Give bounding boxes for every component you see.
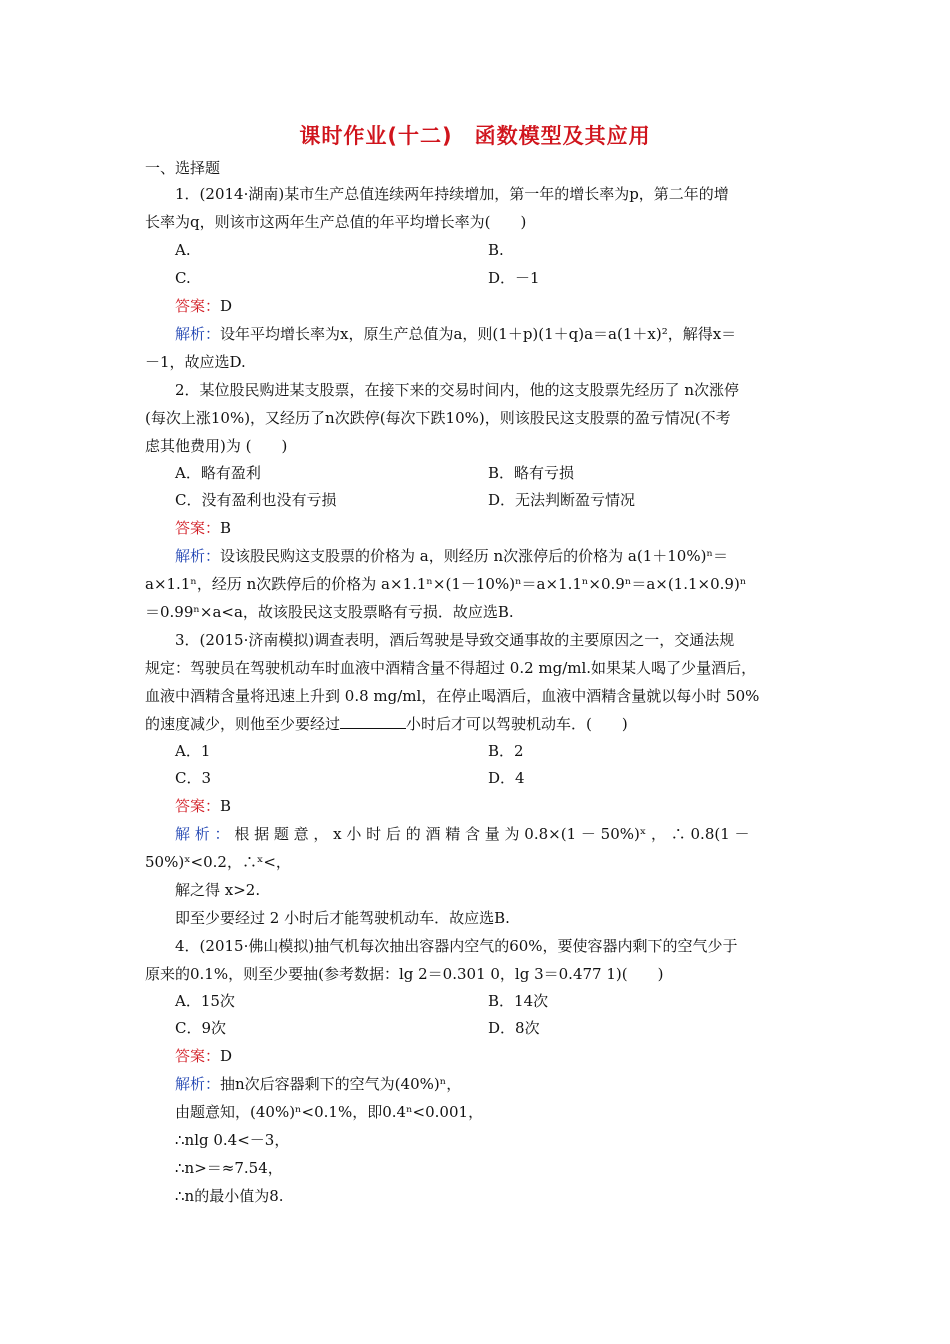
q4-explanation-2: 由题意知，(40%)ⁿ<0.1%，即0.4ⁿ<0.001， bbox=[175, 1103, 484, 1121]
answer-label: 答案： bbox=[175, 297, 221, 315]
answer-label: 答案： bbox=[175, 797, 221, 815]
q1-option-d: D．－1 bbox=[488, 269, 540, 287]
q3-option-d: D．4 bbox=[488, 769, 525, 787]
q4-option-a: A．15次 bbox=[175, 992, 235, 1010]
q3-explanation-2: 50%)ˣ<0.2，∴ˣ<， bbox=[145, 853, 291, 871]
q3-line-4 bbox=[145, 714, 805, 734]
explanation-label: 解析： bbox=[175, 1075, 221, 1093]
q4-explanation-1 bbox=[175, 1074, 835, 1094]
q1-explanation-2: －1，故应选D. bbox=[145, 353, 246, 371]
q1-option-c: C. bbox=[175, 269, 191, 287]
q3-line-4-end: 小时后才可以驾驶机动车．( ) bbox=[406, 715, 628, 733]
q4-answer bbox=[175, 1046, 835, 1066]
explanation-label: 解析： bbox=[175, 325, 221, 343]
q2-option-b: B．略有亏损 bbox=[488, 464, 575, 482]
q2-option-a: A．略有盈利 bbox=[175, 464, 261, 482]
q2-option-c: C．没有盈利也没有亏损 bbox=[175, 491, 337, 509]
q1-line-1: 1．(2014·湖南)某市生产总值连续两年持续增加，第一年的增长率为p，第二年的增 bbox=[175, 185, 729, 203]
q1-options-ab bbox=[175, 240, 835, 260]
q3-explanation-1 bbox=[175, 824, 835, 844]
explanation-label: 解析： bbox=[175, 547, 221, 565]
q4-options-ab bbox=[175, 991, 835, 1011]
q4-options-cd bbox=[175, 1018, 835, 1038]
q1-option-a: A. bbox=[175, 241, 191, 259]
q4-explanation-3: ∴nlg 0.4<－3， bbox=[175, 1131, 290, 1149]
q1-answer bbox=[175, 296, 835, 316]
q2-option-d: D．无法判断盈亏情况 bbox=[488, 491, 636, 509]
q2-explanation-3: ＝0.99ⁿ×a<a，故该股民这支股票略有亏损．故应选B. bbox=[145, 603, 514, 621]
q3-answer bbox=[175, 796, 835, 816]
q2-answer bbox=[175, 518, 835, 538]
q3-explanation-3: 解之得 x>2. bbox=[175, 881, 261, 899]
page-title: 课时作业(十二) 函数模型及其应用 bbox=[299, 124, 651, 148]
q3-line-4-start: 的速度减少，则他至少要经过 bbox=[145, 715, 341, 733]
explanation-text: 设年平均增长率为x，原生产总值为a，则(1＋p)(1＋q)a＝a(1＋x)²，解得x＝ bbox=[220, 325, 737, 343]
q2-options-cd bbox=[175, 490, 835, 510]
q3-line-2: 规定：驾驶员在驾驶机动车时血液中酒精含量不得超过 0.2 mg/ml.如果某人喝了少量酒后， bbox=[145, 659, 757, 677]
answer-value: B bbox=[220, 519, 232, 537]
answer-value: D bbox=[220, 297, 233, 315]
q3-option-b: B．2 bbox=[488, 742, 524, 760]
q2-line-1: 2．某位股民购进某支股票，在接下来的交易时间内，他的这支股票先经历了 n次涨停 bbox=[175, 381, 739, 399]
answer-value: D bbox=[220, 1047, 233, 1065]
q2-options-ab bbox=[175, 463, 835, 483]
answer-label: 答案： bbox=[175, 519, 221, 537]
q2-line-3: 虑其他费用)为 ( ) bbox=[145, 437, 288, 455]
q3-option-c: C．3 bbox=[175, 769, 212, 787]
q3-line-1: 3．(2015·济南模拟)调查表明，酒后驾驶是导致交通事故的主要原因之一，交通法规 bbox=[175, 631, 735, 649]
q3-options-cd bbox=[175, 768, 835, 788]
q4-option-c: C．9次 bbox=[175, 1019, 227, 1037]
explanation-text: 设该股民购这支股票的价格为 a，则经历 n次涨停后的价格为 a(1＋10%)ⁿ＝ bbox=[220, 547, 728, 565]
q4-explanation-4: ∴n>＝≈7.54， bbox=[175, 1159, 283, 1177]
section-heading: 一、选择题 bbox=[145, 159, 221, 177]
q2-explanation-1 bbox=[175, 546, 835, 566]
q2-line-2: (每次上涨10%)，又经历了n次跌停(每次下跌10%)，则该股民这支股票的盈亏情况(不考 bbox=[145, 409, 731, 427]
explanation-text: 根 据 题 意 ， x 小 时 后 的 酒 精 含 量 为 0.8×(1 － 50%)ˣ ， ∴ 0.8(1 － bbox=[234, 825, 750, 843]
q4-line-1: 4．(2015·佛山模拟)抽气机每次抽出容器内空气的60%，要使容器内剩下的空气少于 bbox=[175, 937, 738, 955]
q4-explanation-5: ∴n的最小值为8. bbox=[175, 1187, 284, 1205]
q1-line-2: 长率为q，则该市这两年生产总值的年平均增长率为( ) bbox=[145, 213, 527, 231]
q2-explanation-2: a×1.1ⁿ，经历 n次跌停后的价格为 a×1.1ⁿ×(1－10%)ⁿ＝a×1.1ⁿ×0.9ⁿ＝a×(1.1×0.9)ⁿ bbox=[145, 575, 747, 593]
explanation-text: 抽n次后容器剩下的空气为(40%)ⁿ， bbox=[220, 1075, 462, 1093]
explanation-label: 解 析 ： bbox=[175, 825, 230, 843]
q3-options-ab bbox=[175, 741, 835, 761]
answer-value: B bbox=[220, 797, 232, 815]
q4-option-d: D．8次 bbox=[488, 1019, 540, 1037]
q4-line-2: 原来的0.1%，则至少要抽(参考数据：lg 2＝0.301 0，lg 3＝0.477 1)( ) bbox=[145, 965, 664, 983]
q3-option-a: A．1 bbox=[175, 742, 211, 760]
answer-label: 答案： bbox=[175, 1047, 221, 1065]
q1-option-b: B. bbox=[488, 241, 504, 259]
q1-options-cd bbox=[175, 268, 835, 288]
q3-line-3: 血液中酒精含量将迅速上升到 0.8 mg/ml，在停止喝酒后，血液中酒精含量就以每小时 50% bbox=[145, 687, 760, 705]
q3-explanation-4: 即至少要经过 2 小时后才能驾驶机动车．故应选B. bbox=[175, 909, 510, 927]
q1-explanation-1 bbox=[175, 324, 835, 344]
answer-blank bbox=[340, 714, 406, 729]
q4-option-b: B．14次 bbox=[488, 992, 549, 1010]
